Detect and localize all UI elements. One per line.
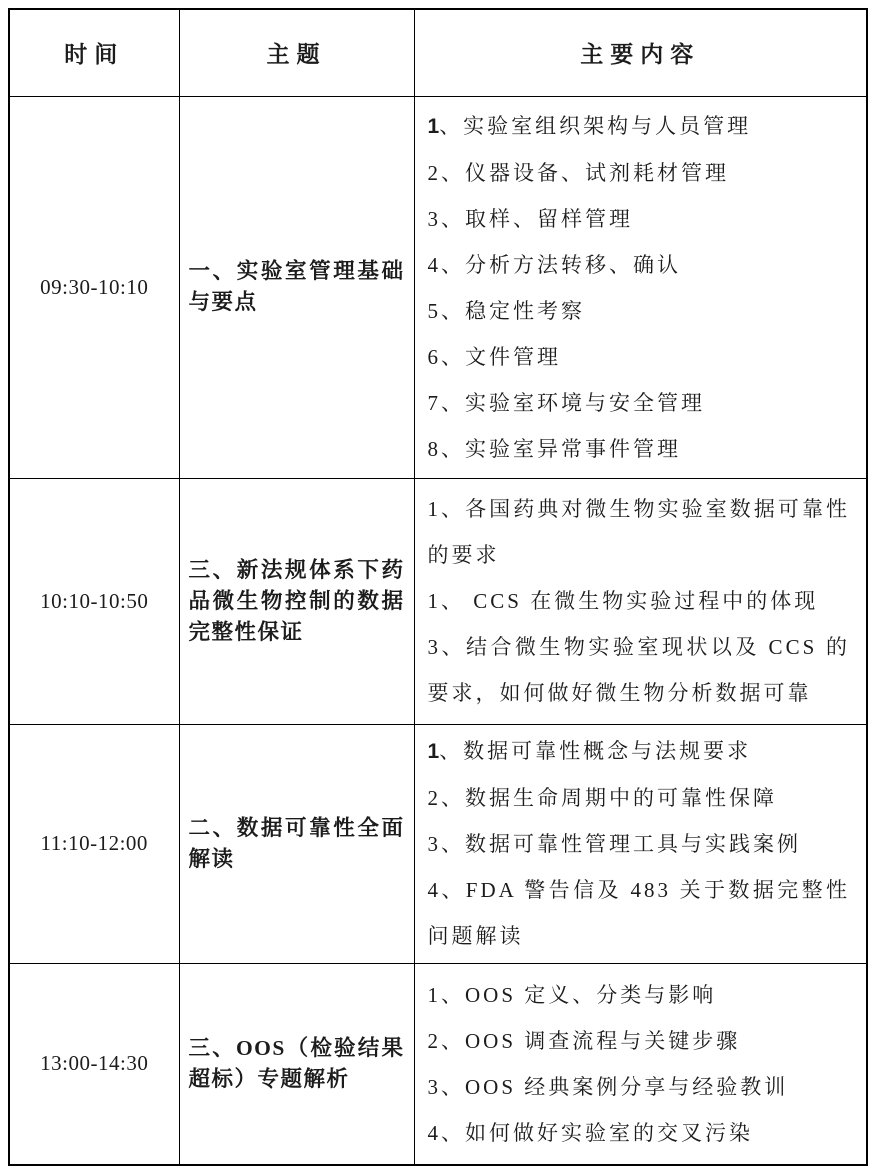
- table-row: [9, 478, 867, 724]
- content-item: 4、FDA 警告信及 483 关于数据完整性问题解读: [427, 878, 850, 948]
- topic-title: 三、新法规体系下药品微生物控制的数据完整性保证: [188, 557, 405, 644]
- topic-title: 一、实验室管理基础与要点: [188, 259, 405, 314]
- content-item: 3、结合微生物实验室现状以及 CCS 的要求，如何做好微生物分析数据可靠: [427, 635, 850, 705]
- content-item: 1、各国药典对微生物实验室数据可靠性的要求: [427, 497, 850, 567]
- time-value: 11:10-12:00: [40, 831, 148, 855]
- content-item: 1、实验室组织架构与人员管理: [427, 113, 752, 138]
- time-value: 13:00-14:30: [40, 1051, 149, 1076]
- time-value: 09:30-10:10: [40, 274, 149, 299]
- content-item: 4、分析方法转移、确认: [427, 252, 681, 277]
- topic-cell: [179, 96, 414, 478]
- content-item: 3、数据可靠性管理工具与实践案例: [427, 832, 801, 856]
- schedule-table: [8, 8, 868, 1166]
- time-cell: [9, 963, 179, 1165]
- table-row: [9, 96, 867, 478]
- topic-cell: [179, 724, 414, 963]
- topic-cell: [179, 963, 414, 1165]
- content-item: 2、仪器设备、试剂耗材管理: [427, 160, 729, 185]
- content-item: 3、OOS 经典案例分享与经验教训: [427, 1074, 789, 1099]
- content-item: 5、稳定性考察: [427, 298, 585, 323]
- item-number: 1: [427, 114, 440, 138]
- header-main-content: 主要内容: [414, 9, 867, 96]
- content-item: 4、如何做好实验室的交叉污染: [427, 1120, 753, 1145]
- content-item: 2、OOS 调查流程与关键步骤: [427, 1028, 741, 1053]
- time-cell: [9, 478, 179, 724]
- header-time: 时间: [9, 9, 179, 96]
- content-item: 8、实验室异常事件管理: [427, 436, 681, 461]
- header-topic: 主题: [179, 9, 414, 96]
- content-item: 1、数据可靠性概念与法规要求: [427, 739, 752, 763]
- content-cell: [414, 963, 867, 1165]
- content-cell: [414, 724, 867, 963]
- content-cell: [414, 478, 867, 724]
- time-cell: [9, 724, 179, 963]
- header-row: [9, 9, 867, 96]
- time-cell: [9, 96, 179, 478]
- content-item: 6、文件管理: [427, 344, 561, 369]
- topic-title: 三、OOS（检验结果超标）专题解析: [188, 1035, 405, 1091]
- table-row: [9, 724, 867, 963]
- table-row: [9, 963, 867, 1165]
- time-value: 10:10-10:50: [40, 588, 149, 613]
- content-item: 2、数据生命周期中的可靠性保障: [427, 786, 777, 810]
- content-item: 1、OOS 定义、分类与影响: [427, 982, 717, 1007]
- content-cell: [414, 96, 867, 478]
- item-number: 1: [427, 740, 440, 763]
- content-item: 3、取样、留样管理: [427, 206, 633, 231]
- topic-title: 二、数据可靠性全面解读: [188, 815, 405, 871]
- topic-cell: [179, 478, 414, 724]
- content-item: 7、实验室环境与安全管理: [427, 390, 705, 415]
- content-item: 1、 CCS 在微生物实验过程中的体现: [427, 589, 819, 613]
